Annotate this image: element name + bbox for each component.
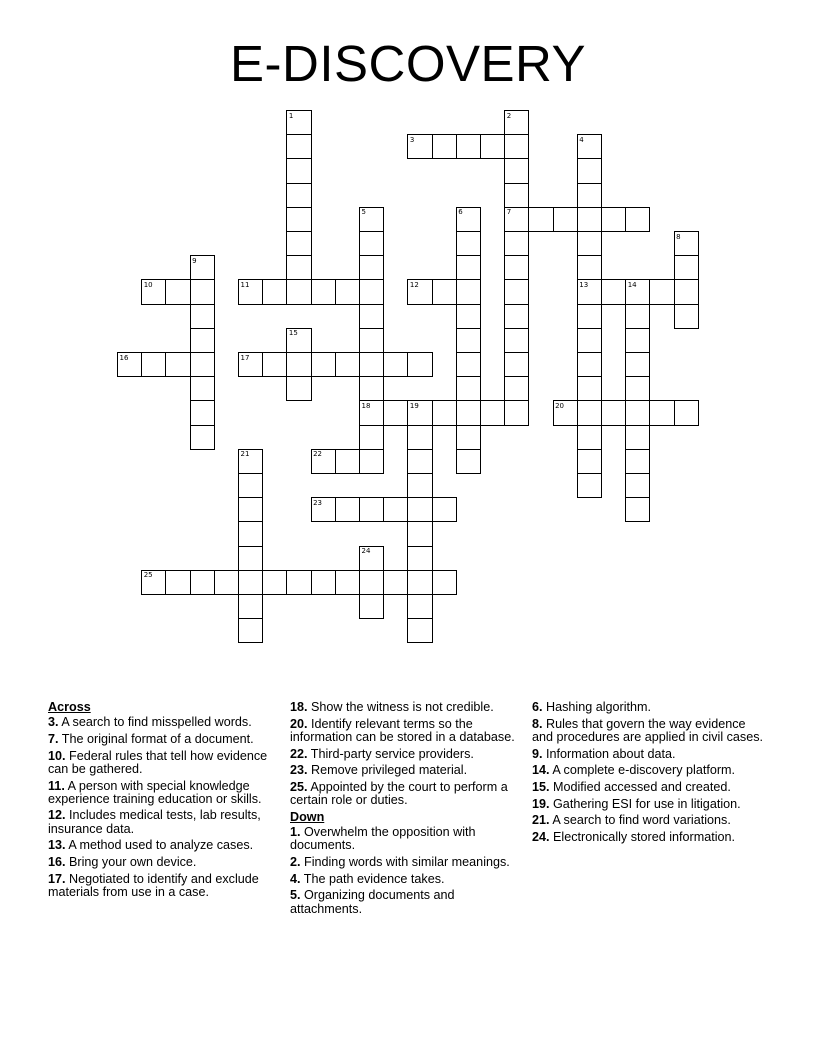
grid-cell[interactable] bbox=[359, 425, 384, 450]
grid-cell[interactable] bbox=[504, 231, 529, 256]
down-clue bbox=[532, 701, 768, 714]
grid-cell[interactable] bbox=[577, 376, 602, 401]
cell-number: 15 bbox=[288, 329, 298, 338]
down-clue bbox=[532, 781, 768, 794]
grid-cell[interactable] bbox=[407, 425, 432, 450]
down-clue bbox=[290, 873, 526, 886]
grid-cell[interactable] bbox=[432, 400, 457, 425]
clue-text: Electronically stored information. bbox=[553, 830, 736, 845]
grid-cell[interactable] bbox=[190, 352, 215, 377]
grid-cell[interactable] bbox=[528, 207, 553, 232]
grid-cell[interactable] bbox=[456, 231, 481, 256]
grid-cell[interactable] bbox=[577, 183, 602, 208]
grid-cell[interactable] bbox=[335, 570, 360, 595]
clue-number: 4. bbox=[290, 871, 301, 886]
clue-number: 3. bbox=[48, 715, 59, 730]
clue-text: Remove privileged material. bbox=[311, 763, 468, 778]
clue-text: Overwhelm the opposition with documents. bbox=[290, 825, 476, 853]
across-clue bbox=[290, 748, 526, 761]
clue-text: Information about data. bbox=[546, 746, 676, 761]
clue-text: A person with special knowledge experience training education or skills. bbox=[48, 778, 262, 806]
grid-cell[interactable] bbox=[601, 207, 626, 232]
down-clue bbox=[290, 826, 526, 852]
grid-cell[interactable] bbox=[407, 449, 432, 474]
grid-cell[interactable] bbox=[480, 400, 505, 425]
clue-number: 21. bbox=[532, 813, 550, 828]
across-clue bbox=[290, 764, 526, 777]
down-clue bbox=[290, 856, 526, 869]
grid-cell[interactable] bbox=[286, 158, 311, 183]
grid-cell[interactable] bbox=[577, 328, 602, 353]
grid-cell[interactable] bbox=[625, 304, 650, 329]
grid-cell[interactable] bbox=[456, 352, 481, 377]
grid-cell[interactable] bbox=[432, 497, 457, 522]
grid-cell[interactable] bbox=[577, 425, 602, 450]
grid-cell[interactable] bbox=[577, 304, 602, 329]
clue-number: 9. bbox=[532, 746, 543, 761]
grid-cell[interactable] bbox=[238, 546, 263, 571]
cell-number: 11 bbox=[240, 280, 250, 289]
clue-number: 17. bbox=[48, 871, 66, 886]
grid-cell[interactable] bbox=[674, 279, 699, 304]
clue-text: The path evidence takes. bbox=[303, 871, 445, 886]
grid-cell[interactable] bbox=[335, 449, 360, 474]
grid-cell[interactable] bbox=[262, 279, 287, 304]
across-clue bbox=[48, 809, 284, 835]
grid-cell[interactable] bbox=[286, 207, 311, 232]
down-clue bbox=[532, 764, 768, 777]
grid-cell[interactable] bbox=[625, 473, 650, 498]
grid-cell[interactable] bbox=[311, 352, 336, 377]
grid-cell[interactable] bbox=[238, 497, 263, 522]
down-clue bbox=[532, 748, 768, 761]
grid-cell[interactable] bbox=[504, 352, 529, 377]
clue-text: Finding words with similar meanings. bbox=[304, 855, 510, 870]
cell-number: 19 bbox=[409, 401, 419, 410]
grid-cell[interactable] bbox=[335, 352, 360, 377]
grid-cell[interactable] bbox=[407, 546, 432, 571]
grid-cell[interactable] bbox=[190, 376, 215, 401]
grid-cell[interactable] bbox=[141, 352, 166, 377]
grid-cell[interactable] bbox=[456, 328, 481, 353]
cell-number: 3 bbox=[409, 135, 415, 144]
cell-number: 18 bbox=[361, 401, 371, 410]
down-clue bbox=[532, 831, 768, 844]
grid-cell[interactable] bbox=[311, 570, 336, 595]
grid-cell[interactable] bbox=[359, 570, 384, 595]
grid-cell[interactable] bbox=[577, 449, 602, 474]
grid-cell[interactable] bbox=[407, 352, 432, 377]
clue-number: 18. bbox=[290, 700, 308, 714]
clue-text: Show the witness is not credible. bbox=[311, 700, 494, 714]
grid-cell[interactable] bbox=[359, 376, 384, 401]
grid-cell[interactable] bbox=[359, 594, 384, 619]
grid-cell[interactable] bbox=[577, 400, 602, 425]
clues-column-3 bbox=[532, 701, 768, 848]
grid-cell[interactable] bbox=[165, 279, 190, 304]
cell-number: 8 bbox=[676, 232, 681, 241]
clue-number: 16. bbox=[48, 855, 66, 870]
clue-number: 20. bbox=[290, 716, 308, 731]
clue-text: A search to find word variations. bbox=[552, 813, 731, 828]
grid-cell[interactable] bbox=[407, 521, 432, 546]
clue-text: A search to find misspelled words. bbox=[61, 715, 252, 730]
grid-cell[interactable] bbox=[456, 376, 481, 401]
across-heading: Across bbox=[48, 700, 91, 714]
down-clue bbox=[532, 798, 768, 811]
grid-cell[interactable] bbox=[625, 400, 650, 425]
across-clue bbox=[48, 733, 284, 746]
grid-cell[interactable] bbox=[286, 352, 311, 377]
cell-number: 16 bbox=[119, 353, 129, 362]
cell-number: 22 bbox=[313, 450, 323, 459]
clue-text: Hashing algorithm. bbox=[546, 700, 652, 714]
grid-cell[interactable] bbox=[553, 207, 578, 232]
grid-cell[interactable] bbox=[504, 255, 529, 280]
clues-column-2 bbox=[290, 701, 526, 919]
clues-column-1 bbox=[48, 701, 284, 903]
grid-cell[interactable] bbox=[625, 352, 650, 377]
grid-cell[interactable] bbox=[456, 449, 481, 474]
cell-number: 7 bbox=[506, 208, 512, 217]
clue-text: Gathering ESI for use in litigation. bbox=[553, 796, 741, 811]
clue-number: 24. bbox=[532, 830, 550, 845]
across-clue bbox=[290, 718, 526, 744]
grid-cell[interactable] bbox=[311, 279, 336, 304]
grid-cell[interactable] bbox=[407, 497, 432, 522]
grid-cell[interactable] bbox=[456, 255, 481, 280]
grid-cell[interactable] bbox=[504, 183, 529, 208]
grid-cell[interactable] bbox=[504, 376, 529, 401]
cell-number: 9 bbox=[192, 256, 197, 265]
clue-number: 22. bbox=[290, 746, 308, 761]
clue-number: 14. bbox=[532, 763, 550, 778]
grid-cell[interactable] bbox=[335, 279, 360, 304]
grid-cell[interactable] bbox=[190, 279, 215, 304]
cell-number: 10 bbox=[143, 280, 153, 289]
clue-text: A method used to analyze cases. bbox=[68, 838, 254, 853]
grid-cell[interactable] bbox=[238, 618, 263, 643]
grid-cell[interactable] bbox=[601, 279, 626, 304]
grid-cell[interactable] bbox=[238, 521, 263, 546]
clue-text: Appointed by the court to perform a certain role or duties. bbox=[290, 780, 508, 808]
clue-number: 13. bbox=[48, 838, 66, 853]
grid-cell[interactable] bbox=[456, 304, 481, 329]
grid-cell[interactable] bbox=[407, 473, 432, 498]
clue-text: Modified accessed and created. bbox=[553, 780, 731, 795]
cell-number: 20 bbox=[555, 401, 565, 410]
grid-cell[interactable] bbox=[383, 497, 408, 522]
grid-cell[interactable] bbox=[456, 425, 481, 450]
across-clue bbox=[48, 856, 284, 869]
clue-number: 12. bbox=[48, 808, 66, 823]
across-clue bbox=[48, 780, 284, 806]
clue-text: Negotiated to identify and exclude materials from use in a case. bbox=[48, 871, 259, 899]
grid-cell[interactable] bbox=[577, 158, 602, 183]
across-clue bbox=[48, 750, 284, 776]
grid-cell[interactable] bbox=[359, 352, 384, 377]
grid-cell[interactable] bbox=[601, 400, 626, 425]
grid-cell[interactable] bbox=[577, 352, 602, 377]
grid-cell[interactable] bbox=[190, 328, 215, 353]
across-clue bbox=[48, 839, 284, 852]
grid-cell[interactable] bbox=[480, 134, 505, 159]
cell-number: 14 bbox=[627, 280, 637, 289]
grid-cell[interactable] bbox=[359, 449, 384, 474]
grid-cell[interactable] bbox=[286, 183, 311, 208]
grid-cell[interactable] bbox=[432, 570, 457, 595]
down-clue bbox=[532, 718, 768, 744]
clue-text: Federal rules that tell how evidence can be gathered. bbox=[48, 748, 268, 776]
clue-text: Bring your own device. bbox=[69, 855, 197, 870]
grid-cell[interactable] bbox=[456, 134, 481, 159]
grid-cell[interactable] bbox=[359, 279, 384, 304]
grid-cell[interactable] bbox=[383, 352, 408, 377]
cell-number: 2 bbox=[506, 111, 512, 120]
grid-cell[interactable] bbox=[577, 473, 602, 498]
grid-cell[interactable] bbox=[504, 304, 529, 329]
grid-cell[interactable] bbox=[674, 304, 699, 329]
grid-cell[interactable] bbox=[674, 400, 699, 425]
across-clue bbox=[48, 716, 284, 729]
down-heading: Down bbox=[290, 809, 325, 824]
grid-cell[interactable] bbox=[625, 425, 650, 450]
grid-cell[interactable] bbox=[214, 570, 239, 595]
grid-cell[interactable] bbox=[190, 570, 215, 595]
cell-number: 24 bbox=[361, 547, 371, 556]
clue-number: 25. bbox=[290, 780, 308, 795]
grid-cell[interactable] bbox=[407, 570, 432, 595]
cell-number: 21 bbox=[240, 450, 250, 459]
grid-cell[interactable] bbox=[286, 279, 311, 304]
clue-text: Includes medical tests, lab results, insurance data. bbox=[48, 808, 261, 836]
across-clue bbox=[290, 781, 526, 807]
puzzle-title: E-DISCOVERY bbox=[230, 35, 586, 92]
grid-cell[interactable] bbox=[456, 400, 481, 425]
grid-cell[interactable] bbox=[649, 400, 674, 425]
grid-cell[interactable] bbox=[577, 255, 602, 280]
down-clue bbox=[290, 889, 526, 915]
grid-cell[interactable] bbox=[504, 328, 529, 353]
clue-text: A complete e-discovery platform. bbox=[552, 763, 736, 778]
grid-cell[interactable] bbox=[286, 570, 311, 595]
grid-cell[interactable] bbox=[432, 279, 457, 304]
cell-number: 6 bbox=[458, 208, 463, 217]
cell-number: 4 bbox=[579, 135, 584, 144]
clue-text: Rules that govern the way evidence and procedures are applied in civil cases. bbox=[532, 716, 764, 744]
grid-cell[interactable] bbox=[286, 134, 311, 159]
grid-cell[interactable] bbox=[383, 400, 408, 425]
grid-cell[interactable] bbox=[456, 279, 481, 304]
grid-cell[interactable] bbox=[165, 352, 190, 377]
cell-number: 5 bbox=[361, 208, 366, 217]
clue-number: 5. bbox=[290, 888, 301, 903]
grid-cell[interactable] bbox=[407, 594, 432, 619]
grid-cell[interactable] bbox=[165, 570, 190, 595]
clue-number: 11. bbox=[48, 778, 65, 793]
grid-cell[interactable] bbox=[190, 400, 215, 425]
grid-cell[interactable] bbox=[625, 497, 650, 522]
grid-cell[interactable] bbox=[625, 449, 650, 474]
grid-cell[interactable] bbox=[335, 497, 360, 522]
clue-number: 7. bbox=[48, 731, 59, 746]
grid-cell[interactable] bbox=[359, 328, 384, 353]
grid-cell[interactable] bbox=[238, 570, 263, 595]
cell-number: 1 bbox=[288, 111, 294, 120]
grid-cell[interactable] bbox=[238, 473, 263, 498]
grid-cell[interactable] bbox=[190, 425, 215, 450]
across-clue bbox=[290, 701, 526, 714]
clue-number: 8. bbox=[532, 716, 543, 731]
grid-cell[interactable] bbox=[359, 231, 384, 256]
clue-number: 19. bbox=[532, 796, 550, 811]
clue-number: 15. bbox=[532, 780, 550, 795]
grid-cell[interactable] bbox=[262, 352, 287, 377]
grid-cell[interactable] bbox=[359, 497, 384, 522]
grid-cell[interactable] bbox=[432, 134, 457, 159]
grid-cell[interactable] bbox=[504, 279, 529, 304]
grid-cell[interactable] bbox=[625, 328, 650, 353]
grid-cell[interactable] bbox=[407, 618, 432, 643]
grid-cell[interactable] bbox=[286, 376, 311, 401]
grid-cell[interactable] bbox=[649, 279, 674, 304]
cell-number: 25 bbox=[143, 571, 153, 580]
grid-cell[interactable] bbox=[383, 570, 408, 595]
clue-number: 23. bbox=[290, 763, 308, 778]
cell-number: 13 bbox=[579, 280, 589, 289]
down-clue bbox=[532, 814, 768, 827]
grid-cell[interactable] bbox=[238, 594, 263, 619]
grid-cell[interactable] bbox=[190, 304, 215, 329]
grid-cell[interactable] bbox=[504, 400, 529, 425]
grid-cell[interactable] bbox=[359, 304, 384, 329]
clue-number: 2. bbox=[290, 855, 301, 870]
cell-number: 12 bbox=[409, 280, 419, 289]
clue-number: 1. bbox=[290, 825, 301, 840]
cell-number: 17 bbox=[240, 353, 250, 362]
grid-cell[interactable] bbox=[504, 134, 529, 159]
grid-cell[interactable] bbox=[577, 207, 602, 232]
grid-cell[interactable] bbox=[674, 255, 699, 280]
grid-cell[interactable] bbox=[577, 231, 602, 256]
grid-cell[interactable] bbox=[625, 207, 650, 232]
clue-text: Identify relevant terms so the information can be stored in a database. bbox=[290, 716, 515, 744]
cell-number: 23 bbox=[313, 498, 323, 507]
grid-cell[interactable] bbox=[625, 376, 650, 401]
grid-cell[interactable] bbox=[504, 158, 529, 183]
grid-cell[interactable] bbox=[286, 231, 311, 256]
clue-number: 6. bbox=[532, 700, 543, 714]
clue-text: The original format of a document. bbox=[61, 731, 254, 746]
grid-cell[interactable] bbox=[359, 255, 384, 280]
clue-text: Organizing documents and attachments. bbox=[290, 888, 455, 916]
clue-text: Third-party service providers. bbox=[310, 746, 474, 761]
clue-number: 10. bbox=[48, 748, 66, 763]
grid-cell[interactable] bbox=[286, 255, 311, 280]
across-clue bbox=[48, 873, 284, 899]
grid-cell[interactable] bbox=[262, 570, 287, 595]
